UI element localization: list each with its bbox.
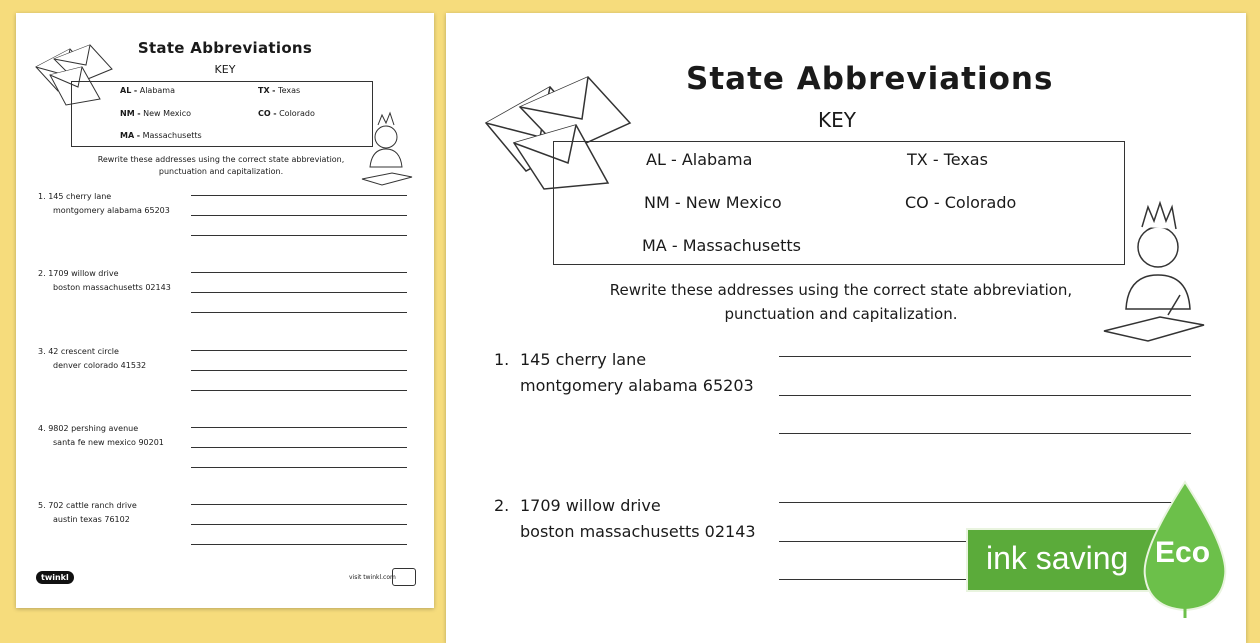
key-heading: KEY [214,63,236,76]
key-heading: KEY [818,108,856,132]
key-item: MA - Massachusetts [120,131,202,140]
address-item: 2. 1709 willow drive boston massachusetts 02143 [494,496,756,541]
answer-line[interactable] [191,235,407,236]
answer-line[interactable] [191,215,407,216]
answer-line[interactable] [191,292,407,293]
key-box [553,141,1125,265]
worksheet-preview-small [16,13,434,608]
address-item: 3. 42 crescent circle denver colorado 41532 [38,347,147,370]
instructions: Rewrite these addresses using the correct state abbreviation, punctuation and capitalization. [97,155,345,176]
answer-line[interactable] [191,390,407,391]
address-item: 4. 9802 pershing avenue santa fe new mexico 90201 [38,424,164,447]
key-item: NM - New Mexico [644,193,782,212]
page-title: State Abbreviations [137,39,313,57]
answer-line[interactable] [191,370,407,371]
answer-line[interactable] [779,356,1191,357]
answer-line[interactable] [779,502,1191,503]
key-item: TX - Texas [258,86,301,95]
answer-line[interactable] [191,195,407,196]
twinkl-logo: twinkl [36,571,74,584]
key-item: AL - Alabama [120,86,175,95]
eco-label: Eco [1155,536,1211,569]
footer-url: visit twinkl.com [349,574,396,581]
answer-line[interactable] [191,312,407,313]
key-item: NM - New Mexico [120,109,192,118]
child-writing-illustration [1096,191,1211,351]
badge-icon [392,568,416,586]
answer-line[interactable] [191,447,407,448]
answer-line[interactable] [191,350,407,351]
instructions: Rewrite these addresses using the correct state abbreviation, punctuation and capitalization. [609,281,1073,323]
page-title: State Abbreviations [686,61,1054,97]
answer-line[interactable] [191,544,407,545]
key-item: CO - Colorado [905,193,1017,212]
eco-leaf-icon [1137,480,1233,620]
address-item: 1. 145 cherry lane montgomery alabama 65203 [494,350,754,395]
answer-line[interactable] [191,524,407,525]
key-box [71,81,373,147]
answer-line[interactable] [191,427,407,428]
key-item: TX - Texas [907,150,988,169]
answer-line[interactable] [779,433,1191,434]
key-item: CO - Colorado [258,109,315,118]
address-item: 2. 1709 willow drive boston massachusetts 02143 [38,269,171,292]
key-item: MA - Massachusetts [642,236,801,255]
answer-line[interactable] [779,395,1191,396]
answer-line[interactable] [191,504,407,505]
answer-line[interactable] [191,272,407,273]
address-item: 1. 145 cherry lane montgomery alabama 65203 [38,192,170,215]
answer-line[interactable] [191,467,407,468]
ink-saving-label: ink saving [986,540,1129,576]
address-item: 5. 702 cattle ranch drive austin texas 76102 [38,501,137,524]
key-item: AL - Alabama [646,150,753,169]
